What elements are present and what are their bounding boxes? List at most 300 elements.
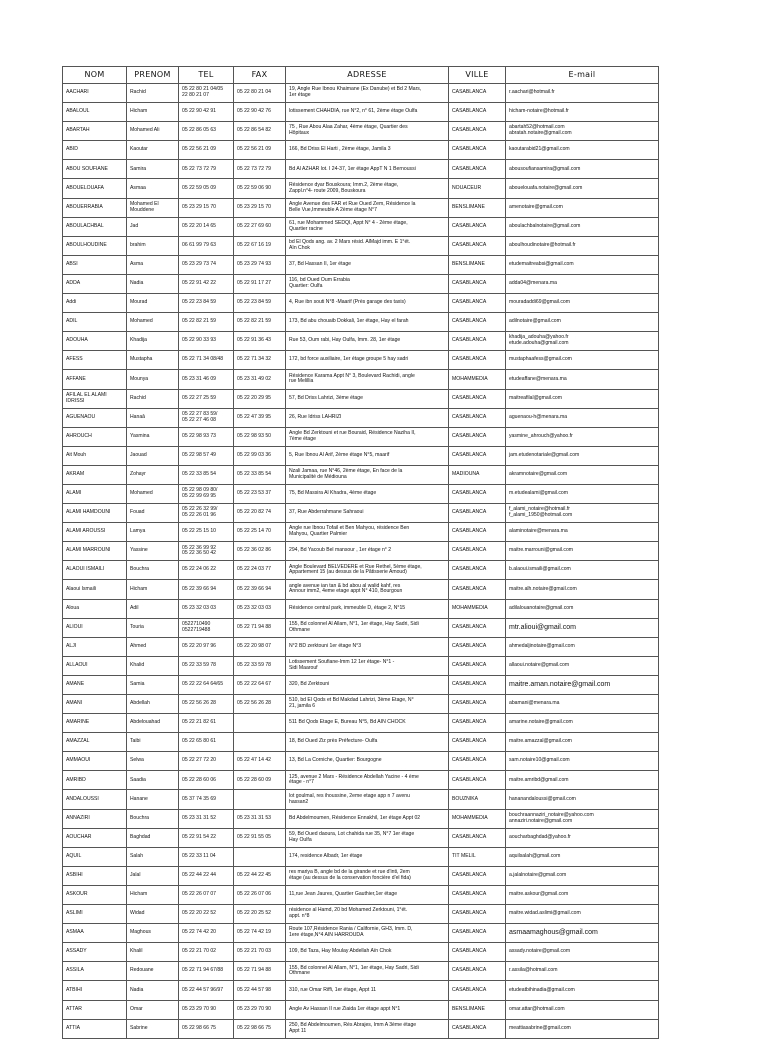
- table-row: [63, 198, 659, 217]
- cell-fax: 05 22 21 70 03: [234, 943, 286, 962]
- cell-prenom: Rachid: [127, 389, 179, 408]
- cell-ville: CASABLANCA: [449, 484, 506, 503]
- cell-nom: ADOUHA: [63, 332, 127, 351]
- cell-tel: 05 22 27 83 59/ 05 22 27 46 08: [179, 408, 234, 427]
- cell-adresse: 116, bd Oued Oum Errabia Quartier: Oulfa: [286, 274, 449, 293]
- table-row: [63, 446, 659, 465]
- cell-adresse: lotissement CHAHDIA, rue N°2, n° 61, 2ème étage Oulfa: [286, 103, 449, 122]
- cell-nom: ADIL: [63, 313, 127, 332]
- cell-fax: [234, 790, 286, 809]
- cell-fax: 05 22 47 14 42: [234, 752, 286, 771]
- table-row: [63, 542, 659, 561]
- cell-prenom: Khalid: [127, 656, 179, 675]
- cell-ville: CASABLANCA: [449, 504, 506, 523]
- cell-ville: CASABLANCA: [449, 217, 506, 236]
- cell-email: alaminotaire@menara.ma: [506, 523, 659, 542]
- cell-tel: 05 23 32 03 03: [179, 599, 234, 618]
- cell-prenom: Touria: [127, 618, 179, 637]
- cell-nom: Alaoui Ismaili: [63, 580, 127, 599]
- cell-tel: 05 22 27 25 59: [179, 389, 234, 408]
- cell-fax: 05 22 98 66 75: [234, 1019, 286, 1038]
- cell-nom: AKRAM: [63, 465, 127, 484]
- cell-prenom: Hanaâ: [127, 408, 179, 427]
- cell-adresse: Bd Al AZHAR lot. I 24-37, 1er étage AppT N 1 Bernoussi: [286, 160, 449, 179]
- table-row: [63, 389, 659, 408]
- cell-nom: ABARTAH: [63, 122, 127, 141]
- header-nom: NOM: [63, 67, 127, 84]
- table-row: [63, 179, 659, 198]
- cell-ville: BENSLIMANE: [449, 198, 506, 217]
- cell-prenom: Selwa: [127, 752, 179, 771]
- cell-adresse: 75 , Rue Abou Alaa Zahar, 4ème étage, Quartier des Hôpitaux: [286, 122, 449, 141]
- table-body: [63, 84, 659, 1039]
- cell-adresse: résidence al Hamd, 20 bd Mohamed Zerktouni, 1°ét. appt. n°8: [286, 905, 449, 924]
- cell-prenom: Mustapha: [127, 351, 179, 370]
- table-row: [63, 255, 659, 274]
- cell-tel: 05 22 25 15 10: [179, 523, 234, 542]
- cell-fax: 05 22 27 69 60: [234, 217, 286, 236]
- cell-ville: TIT MELIL: [449, 847, 506, 866]
- table-row: [63, 809, 659, 828]
- cell-nom: ALLAOUI: [63, 656, 127, 675]
- cell-prenom: Rachid: [127, 84, 179, 103]
- cell-tel: 05 22 71 94 67/88: [179, 962, 234, 981]
- cell-nom: ABOUELOUAFA: [63, 179, 127, 198]
- cell-tel: 05 22 20 14 65: [179, 217, 234, 236]
- table-row: [63, 637, 659, 656]
- cell-tel: 05 22 56 26 28: [179, 695, 234, 714]
- cell-email: maitre.aman.notaire@gmail.com: [506, 675, 659, 694]
- cell-tel: 05 22 28 60 06: [179, 771, 234, 790]
- cell-fax: 05 22 59 06 90: [234, 179, 286, 198]
- cell-adresse: 174, residence Albadr, 1er étage: [286, 847, 449, 866]
- cell-nom: ABOULHOUDINE: [63, 236, 127, 255]
- cell-prenom: Khadija: [127, 332, 179, 351]
- table-row: [63, 580, 659, 599]
- cell-adresse: 5, Rue Ibnou Al Arif, 2ème étage N°5, maarif: [286, 446, 449, 465]
- cell-tel: 05 22 73 72 79: [179, 160, 234, 179]
- cell-ville: CASABLANCA: [449, 885, 506, 904]
- cell-email: aoucharbaghdad@yahoo.fr: [506, 828, 659, 847]
- cell-ville: BENSLIMANE: [449, 1000, 506, 1019]
- cell-prenom: Abdellah: [127, 695, 179, 714]
- cell-fax: 05 22 56 26 28: [234, 695, 286, 714]
- cell-nom: AMMAOUI: [63, 752, 127, 771]
- cell-tel: 05 22 26 07 07: [179, 885, 234, 904]
- cell-email: abartah52@hotmail.com abratah.notaire@gmail.com: [506, 122, 659, 141]
- cell-email: adilalouanotaire@gmail.com: [506, 599, 659, 618]
- cell-ville: CASABLANCA: [449, 274, 506, 293]
- cell-tel: 05 22 44 22 44: [179, 866, 234, 885]
- cell-email: etudeaffane@menara.ma: [506, 370, 659, 389]
- cell-tel: 05 22 20 22 52: [179, 905, 234, 924]
- cell-ville: CASABLANCA: [449, 828, 506, 847]
- table-row: [63, 1019, 659, 1038]
- header-email: E-mail: [506, 67, 659, 84]
- cell-email: amarine.notaire@gmail.com: [506, 714, 659, 733]
- cell-fax: 05 22 71 94 88: [234, 962, 286, 981]
- table-row: [63, 370, 659, 389]
- cell-adresse: 310, rue Omar Riffi, 1er étage, Appt 11: [286, 981, 449, 1000]
- cell-prenom: Mohamed Ali: [127, 122, 179, 141]
- cell-tel: 05 22 36 99 92 05 22 36 50 42: [179, 542, 234, 561]
- cell-email: mustaphaafess@gmail.com: [506, 351, 659, 370]
- header-row: [63, 67, 659, 84]
- cell-prenom: Khalil: [127, 943, 179, 962]
- cell-nom: ATTIA: [63, 1019, 127, 1038]
- cell-tel: 06 61 99 79 63: [179, 236, 234, 255]
- table-row: [63, 1000, 659, 1019]
- cell-prenom: Asmaa: [127, 179, 179, 198]
- cell-tel: 05 22 20 97 96: [179, 637, 234, 656]
- cell-email: r.assila@hotmail.com: [506, 962, 659, 981]
- cell-adresse: 26, Rue Idriss LAHRIZI: [286, 408, 449, 427]
- table-row: [63, 313, 659, 332]
- cell-email: meattiasabrine@gmail.com: [506, 1019, 659, 1038]
- cell-tel: 05 22 91 54 22: [179, 828, 234, 847]
- cell-tel: 05 22 91 42 22: [179, 274, 234, 293]
- cell-prenom: Bouchra: [127, 561, 179, 580]
- cell-adresse: 320, Bd Zerktouni: [286, 675, 449, 694]
- cell-nom: ASMAA: [63, 924, 127, 943]
- cell-prenom: Redouane: [127, 962, 179, 981]
- table-row: [63, 599, 659, 618]
- cell-adresse: Bd Abdelmoumen, Résidence Ennakhil, 1er étage Appt 02: [286, 809, 449, 828]
- notary-table: [62, 66, 659, 1039]
- cell-nom: AFILAL EL ALAMI IDRISSI: [63, 389, 127, 408]
- cell-adresse: 155, Bd colonnel Al Allam, N°1, 1er étage, Hay Sadri, Sidi Othmane: [286, 618, 449, 637]
- cell-nom: ALAMI: [63, 484, 127, 503]
- cell-email: hananandaloussi@gmail.com: [506, 790, 659, 809]
- table-row: [63, 962, 659, 981]
- cell-fax: 05 22 20 82 74: [234, 504, 286, 523]
- cell-ville: CASABLANCA: [449, 943, 506, 962]
- table-row: [63, 905, 659, 924]
- cell-tel: 05 22 98 57 49: [179, 446, 234, 465]
- cell-prenom: Zohayr: [127, 465, 179, 484]
- table-row: [63, 294, 659, 313]
- header-ville: VILLE: [449, 67, 506, 84]
- cell-email: assady.notaire@gmail.com: [506, 943, 659, 962]
- cell-prenom: Samira: [127, 160, 179, 179]
- cell-fax: 05 22 23 53 37: [234, 484, 286, 503]
- cell-ville: CASABLANCA: [449, 561, 506, 580]
- cell-ville: CASABLANCA: [449, 733, 506, 752]
- cell-email: f_alami_notaire@hotmail.fr f_alami_1950@hotmail.com: [506, 504, 659, 523]
- table-row: [63, 408, 659, 427]
- cell-fax: 05 23 31 31 53: [234, 809, 286, 828]
- cell-adresse: 4, Rue ibn souti N°8 -Maarif (Près garage des taxis): [286, 294, 449, 313]
- table-row: [63, 733, 659, 752]
- cell-nom: ASKOUR: [63, 885, 127, 904]
- cell-nom: ANDALOUSSI: [63, 790, 127, 809]
- cell-tel: 05 23 29 70 90: [179, 1000, 234, 1019]
- cell-adresse: Nzali Jamaa, rue N°46, 2ème étage, En face de la Municipalité de Médiouna: [286, 465, 449, 484]
- cell-adresse: angle avenue ian tan & bd abou al walid kahf, res Annour imm2, 4eme etage appt N° 410, Bourgoun: [286, 580, 449, 599]
- table-row: [63, 981, 659, 1000]
- cell-prenom: Ahmed: [127, 637, 179, 656]
- cell-adresse: 172, bd force auxiliaire, 1er étage groupe 5 hay sadri: [286, 351, 449, 370]
- cell-email: mouradaddi69@gmail.com: [506, 294, 659, 313]
- cell-nom: AMAZZAL: [63, 733, 127, 752]
- cell-adresse: Angle Bd Zerktouni et rue Bouraid, Résidence Naziha II, 7ème étage: [286, 427, 449, 446]
- cell-tel: 0522710490 0522719488: [179, 618, 234, 637]
- header-adresse: ADRESSE: [286, 67, 449, 84]
- cell-email: yasmine_ahrouch@yahoo.fr: [506, 427, 659, 446]
- cell-ville: BENSLIMANE: [449, 255, 506, 274]
- cell-fax: [234, 847, 286, 866]
- table-row: [63, 561, 659, 580]
- cell-prenom: Abdelouahad: [127, 714, 179, 733]
- cell-prenom: Saadia: [127, 771, 179, 790]
- cell-email: akramnotaire@gmail.com: [506, 465, 659, 484]
- cell-tel: 05 22 21 82 61: [179, 714, 234, 733]
- cell-prenom: Maghous: [127, 924, 179, 943]
- table-row: [63, 924, 659, 943]
- cell-email: a.jalalnotaire@gmail.com: [506, 866, 659, 885]
- cell-email: aquilsalah@gmail.com: [506, 847, 659, 866]
- cell-fax: 05 22 44 57 98: [234, 981, 286, 1000]
- cell-email: allaoui.notaire@gmail.com: [506, 656, 659, 675]
- cell-adresse: 11,rue Jean Jaures, Quartier Gauthier,1er étage: [286, 885, 449, 904]
- cell-adresse: 125, avenue 2 Mars - Résidence Abdellah Yacine - 4 ème étage - n°7: [286, 771, 449, 790]
- cell-ville: MOHAMMEDIA: [449, 809, 506, 828]
- cell-fax: 05 22 36 02 86: [234, 542, 286, 561]
- cell-adresse: 57, Bd Driss Lahrizi, 3ème étage: [286, 389, 449, 408]
- cell-adresse: Angle Boulevard BELVEDERE et Rue Rethel, 5ème étage, Appartement 15 (au dessus de la Pâtisserie Amoud): [286, 561, 449, 580]
- table-row: [63, 504, 659, 523]
- cell-email: sam.notaire10@gmail.com: [506, 752, 659, 771]
- cell-prenom: Salah: [127, 847, 179, 866]
- cell-ville: CASABLANCA: [449, 389, 506, 408]
- cell-tel: 05 22 33 11 04: [179, 847, 234, 866]
- cell-ville: CASABLANCA: [449, 84, 506, 103]
- cell-tel: 05 22 26 32 99/ 05 22 26 01 96: [179, 504, 234, 523]
- cell-tel: 05 22 33 85 54: [179, 465, 234, 484]
- cell-email: adda04@menara.ma: [506, 274, 659, 293]
- cell-nom: AFFANE: [63, 370, 127, 389]
- table-row: [63, 523, 659, 542]
- cell-tel: 05 22 65 80 61: [179, 733, 234, 752]
- cell-email: hicham-notaire@hotmail.fr: [506, 103, 659, 122]
- cell-nom: ATTAR: [63, 1000, 127, 1019]
- cell-ville: CASABLANCA: [449, 580, 506, 599]
- cell-prenom: Widad: [127, 905, 179, 924]
- cell-ville: CASABLANCA: [449, 523, 506, 542]
- cell-ville: BOUZNIKA: [449, 790, 506, 809]
- cell-ville: MADIOUNA: [449, 465, 506, 484]
- cell-nom: ABOUERRABIA: [63, 198, 127, 217]
- cell-ville: CASABLANCA: [449, 656, 506, 675]
- cell-nom: AMANE: [63, 675, 127, 694]
- cell-ville: CASABLANCA: [449, 618, 506, 637]
- cell-prenom: Adil: [127, 599, 179, 618]
- cell-prenom: Omar: [127, 1000, 179, 1019]
- cell-ville: CASABLANCA: [449, 160, 506, 179]
- header-prenom: PRENOM: [127, 67, 179, 84]
- table-row: [63, 790, 659, 809]
- cell-fax: 05 22 73 72 79: [234, 160, 286, 179]
- cell-tel: 05 22 74 42 20: [179, 924, 234, 943]
- cell-prenom: Hicham: [127, 580, 179, 599]
- cell-email: r.aachari@hotmail.fr: [506, 84, 659, 103]
- cell-nom: ALAMI MARROUNI: [63, 542, 127, 561]
- table-row: [63, 122, 659, 141]
- table-row: [63, 465, 659, 484]
- cell-tel: 05 22 59 05 09: [179, 179, 234, 198]
- cell-adresse: Angle Av Hassan II rue Ziaida 1er étage appt N°1: [286, 1000, 449, 1019]
- cell-adresse: 37, Rue Abderrahmane Sahraoui: [286, 504, 449, 523]
- cell-prenom: Jad: [127, 217, 179, 236]
- cell-adresse: Résidence central park, immeuble D, étage 2, N°15: [286, 599, 449, 618]
- cell-fax: 05 22 82 21 59: [234, 313, 286, 332]
- cell-ville: CASABLANCA: [449, 542, 506, 561]
- cell-email: etudemaitreabsi@gmail.com: [506, 255, 659, 274]
- cell-tel: 05 22 98 66 75: [179, 1019, 234, 1038]
- cell-email: abouelouafa.notaire@gmail.com: [506, 179, 659, 198]
- cell-prenom: Mohamed El Mouddene: [127, 198, 179, 217]
- table-row: [63, 847, 659, 866]
- cell-prenom: Mourad: [127, 294, 179, 313]
- cell-ville: CASABLANCA: [449, 714, 506, 733]
- cell-fax: 05 22 44 22 45: [234, 866, 286, 885]
- table-row: [63, 141, 659, 160]
- cell-nom: ANNAZIRI: [63, 809, 127, 828]
- cell-fax: 05 22 33 85 54: [234, 465, 286, 484]
- cell-fax: [234, 733, 286, 752]
- cell-nom: ABID: [63, 141, 127, 160]
- table-row: [63, 828, 659, 847]
- cell-fax: 05 22 47 39 95: [234, 408, 286, 427]
- cell-fax: 05 22 71 94 88: [234, 618, 286, 637]
- cell-email: bouchraannaziri_notaire@yahoo.com annaziri.notaire@gmail.com: [506, 809, 659, 828]
- cell-nom: ALAMI HAMDOUNI: [63, 504, 127, 523]
- cell-nom: AFESS: [63, 351, 127, 370]
- cell-fax: 05 23 31 49 02: [234, 370, 286, 389]
- cell-nom: ASLIMI: [63, 905, 127, 924]
- table-row: [63, 332, 659, 351]
- cell-ville: MOHAMMEDIA: [449, 599, 506, 618]
- cell-nom: Ait Mouh: [63, 446, 127, 465]
- cell-email: maitre.askour@gmail.com: [506, 885, 659, 904]
- cell-adresse: bd El Qods ang. av. 2 Mars résid. AlMajd imm. E 1°ét. Aïn Chok: [286, 236, 449, 255]
- cell-email: etudeatbihinadia@gmail.com: [506, 981, 659, 1000]
- cell-email: kaoutarabid21@gmail.com: [506, 141, 659, 160]
- cell-adresse: 511 Bd Qods Etage E, Bureau N°5, Bd AIN CHOCK: [286, 714, 449, 733]
- cell-ville: CASABLANCA: [449, 905, 506, 924]
- cell-tel: 05 22 23 84 59: [179, 294, 234, 313]
- cell-adresse: 173, Bd abu chouaib Dokkali, 1er étage, Hay el farah: [286, 313, 449, 332]
- cell-fax: 05 22 25 14 70: [234, 523, 286, 542]
- cell-email: abousoufiansamira@gmail.com: [506, 160, 659, 179]
- cell-adresse: Angle Avenue des FAR et Rue Oued Zem, Résidence la Belle Vue,Immeuble A 2ème étage N°7: [286, 198, 449, 217]
- cell-fax: 05 22 24 03 77: [234, 561, 286, 580]
- cell-adresse: 37, Bd Hassan II, 1er étage: [286, 255, 449, 274]
- cell-tel: 05 23 29 73 74: [179, 255, 234, 274]
- cell-fax: 05 22 98 93 50: [234, 427, 286, 446]
- cell-fax: 05 22 20 98 07: [234, 637, 286, 656]
- cell-email: asmaamaghous@gmail.com: [506, 924, 659, 943]
- cell-nom: ABOU SOUFIANE: [63, 160, 127, 179]
- cell-prenom: Asma: [127, 255, 179, 274]
- cell-prenom: Lamya: [127, 523, 179, 542]
- cell-fax: 05 23 29 15 70: [234, 198, 286, 217]
- cell-email: jam.etudenotariale@gmail.com: [506, 446, 659, 465]
- cell-email: mtr.alioui@gmail.com: [506, 618, 659, 637]
- table-row: [63, 427, 659, 446]
- cell-fax: 05 22 56 21 09: [234, 141, 286, 160]
- table-row: [63, 160, 659, 179]
- cell-nom: ALAOUI ISMAILI: [63, 561, 127, 580]
- cell-nom: AMANI: [63, 695, 127, 714]
- cell-ville: CASABLANCA: [449, 141, 506, 160]
- cell-adresse: 18, Bd Oued Ziz près Préfecture- Oulfa: [286, 733, 449, 752]
- cell-tel: 05 22 98 09 80/ 05 22 99 69 95: [179, 484, 234, 503]
- cell-tel: 05 22 33 59 78: [179, 656, 234, 675]
- cell-adresse: 510, bd El Qods et Bd Makdad Lahrizi, 3ème Etage, N° 21, jamila 6: [286, 695, 449, 714]
- cell-nom: ADDA: [63, 274, 127, 293]
- cell-email: amenotaire@gmail.com: [506, 198, 659, 217]
- cell-adresse: Résidence Karama Appt N° 3, Boulevard Rachidi, angle rue Melillia: [286, 370, 449, 389]
- table-row: [63, 866, 659, 885]
- cell-fax: 05 23 29 70 90: [234, 1000, 286, 1019]
- cell-prenom: Mohamed: [127, 313, 179, 332]
- cell-ville: CASABLANCA: [449, 637, 506, 656]
- cell-nom: AGUENAOU: [63, 408, 127, 427]
- cell-ville: CASABLANCA: [449, 236, 506, 255]
- table-row: [63, 675, 659, 694]
- cell-prenom: Hanane: [127, 790, 179, 809]
- cell-tel: 05 22 82 21 59: [179, 313, 234, 332]
- cell-tel: 05 22 90 42 91: [179, 103, 234, 122]
- cell-nom: ATBIHI: [63, 981, 127, 1000]
- notary-directory-sheet: [62, 66, 658, 1039]
- cell-prenom: Nadia: [127, 981, 179, 1000]
- cell-fax: 05 22 90 42 76: [234, 103, 286, 122]
- cell-email: maitre.amazzal@gmail.com: [506, 733, 659, 752]
- cell-tel: 05 22 27 72 20: [179, 752, 234, 771]
- cell-adresse: 109, Bd Taza, Hay Moulay Abdellah Aïn Chok: [286, 943, 449, 962]
- cell-email: m.etudealami@gmail.com: [506, 484, 659, 503]
- table-row: [63, 84, 659, 103]
- cell-nom: AOUCHAR: [63, 828, 127, 847]
- cell-fax: 05 22 33 59 78: [234, 656, 286, 675]
- table-row: [63, 484, 659, 503]
- cell-prenom: Jaouad: [127, 446, 179, 465]
- cell-nom: AHROUCH: [63, 427, 127, 446]
- cell-adresse: Route 107,Résidence Rania / Californie, GH3, Imm. D, 1ere étage,N°4 AIN HARROUDA: [286, 924, 449, 943]
- cell-prenom: Sabrine: [127, 1019, 179, 1038]
- cell-tel: 05 22 71 34 08/48: [179, 351, 234, 370]
- cell-prenom: Hicham: [127, 103, 179, 122]
- cell-tel: 05 23 29 15 70: [179, 198, 234, 217]
- cell-email: aboulachbalnotaire@gmail.com: [506, 217, 659, 236]
- cell-nom: ASSILA: [63, 962, 127, 981]
- cell-fax: 05 22 91 17 27: [234, 274, 286, 293]
- cell-ville: CASABLANCA: [449, 313, 506, 332]
- cell-email: adilnotaire@gmail.com: [506, 313, 659, 332]
- cell-fax: 05 22 22 64 67: [234, 675, 286, 694]
- cell-adresse: Angle rue Ibnou Tofail et Ben Mahyou, résidence Ben Mahyou, Quartier Palmier: [286, 523, 449, 542]
- cell-adresse: 166, Bd Driss El Harti , 2ème étage, Jamila 3: [286, 141, 449, 160]
- cell-adresse: 61, rue Mohammed SEDQI, Appt N° 4 - 2ème étage, Quartier racine: [286, 217, 449, 236]
- cell-prenom: Fouad: [127, 504, 179, 523]
- cell-adresse: 294, Bd Yacoub Bel mansour , 1er étage n° 2: [286, 542, 449, 561]
- cell-email: maitre.amribd@gmail.com: [506, 771, 659, 790]
- cell-email: abamani@menara.ma: [506, 695, 659, 714]
- cell-fax: 05 22 23 84 59: [234, 294, 286, 313]
- cell-prenom: Hicham: [127, 885, 179, 904]
